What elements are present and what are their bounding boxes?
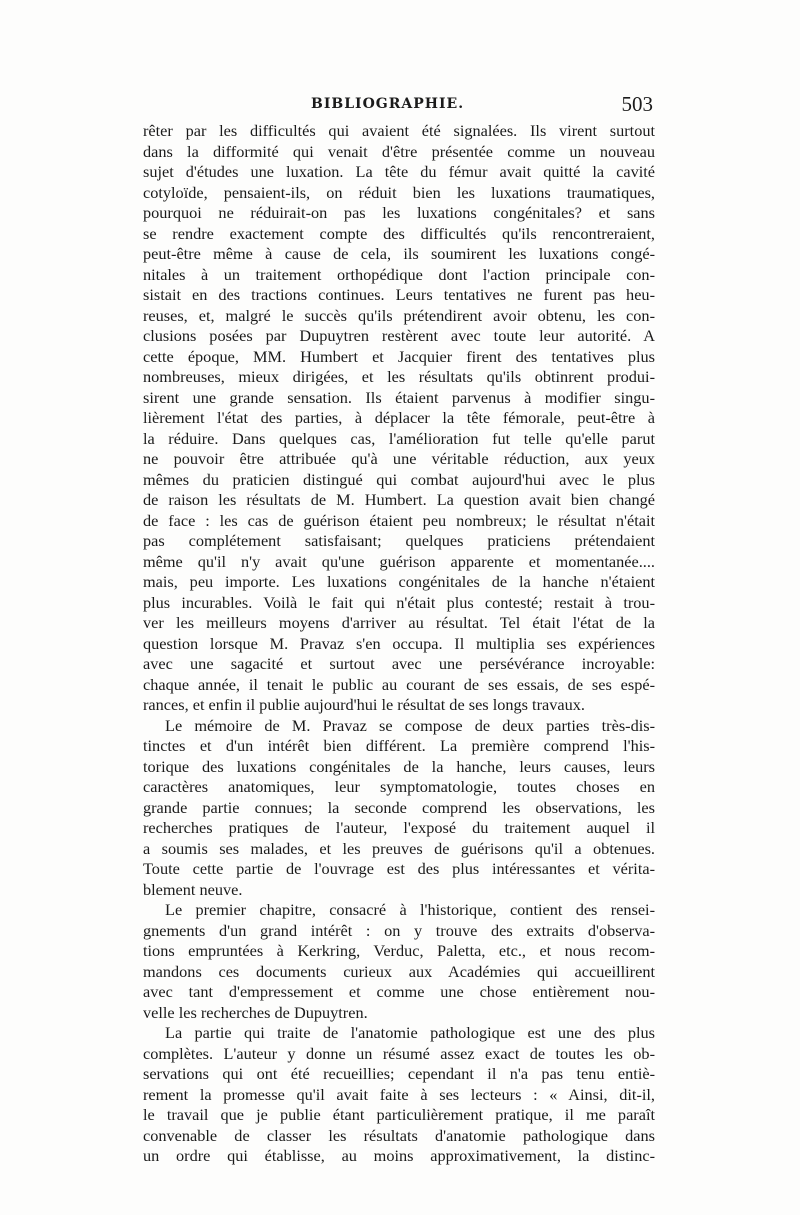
- paragraph: [143, 900, 655, 1023]
- text-line: grande partie connues; la seconde comprend les observations, les: [143, 797, 655, 817]
- text-line: caractères anatomiques, leur symptomatologie, toutes choses en: [143, 777, 655, 796]
- text-line: nombreuses, mieux dirigées, et les résultats qu'ils obtinrent produi-: [143, 367, 655, 386]
- text-line: recherches pratiques de l'auteur, l'exposé du traitement auquel il: [143, 818, 655, 837]
- text-line: blement neuve.: [143, 879, 243, 899]
- text-line: la réduire. Dans quelques cas, l'amélioration fut telle qu'elle parut: [143, 428, 655, 448]
- text-line: question lorsque M. Pravaz s'en occupa. Il multiplia ses expériences: [143, 633, 655, 653]
- text-line: pourquoi ne réduirait-on pas les luxations congénitales? et sans: [143, 203, 655, 222]
- text-line: de face : les cas de guérison étaient peu nombreux; le résultat n'était: [143, 510, 655, 530]
- text-line: Toute cette partie de l'ouvrage est des plus intéressantes et vérita-: [143, 859, 655, 878]
- page-header: [143, 92, 653, 120]
- text-line: ver les meilleurs moyens d'arriver au résultat. Tel était l'état de la: [143, 613, 655, 632]
- text-line: avec tant d'empressement et comme une chose entièrement nou-: [143, 982, 655, 1001]
- text-line: complètes. L'auteur y donne un résumé assez exact de toutes les ob-: [143, 1043, 655, 1063]
- page-number: 503: [621, 92, 653, 116]
- text-line: torique des luxations congénitales de la hanche, leurs causes, leurs: [143, 756, 655, 776]
- text-line: lièrement l'état des parties, à déplacer la tête fémorale, peut-être à: [143, 408, 655, 427]
- text-line: dans la difformité qui venait d'être présentée comme un nouveau: [143, 141, 655, 161]
- text-line: clusions posées par Dupuytren restèrent avec toute leur autorité. A: [143, 326, 655, 345]
- text-line: servations qui ont été recueillies; cependant il n'a pas tenu entiè-: [143, 1064, 655, 1083]
- text-line: rêter par les difficultés qui avaient été signalées. Ils virent surtout: [143, 121, 655, 140]
- text-line: cette époque, MM. Humbert et Jacquier firent des tentatives plus: [143, 346, 655, 366]
- text-line: sirent une grande sensation. Ils étaient parvenus à modifier singu-: [143, 387, 655, 407]
- text-line: convenable de classer les résultats d'anatomie pathologique dans: [143, 1125, 655, 1145]
- text-line: de raison les résultats de M. Humbert. La question avait bien changé: [143, 490, 655, 509]
- text-line: plus incurables. Voilà le fait qui n'était plus contesté; restait à trou-: [143, 592, 655, 612]
- text-line: un ordre qui établisse, au moins approximativement, la distinc-: [143, 1146, 655, 1165]
- text-line: peut-être même à cause de cela, ils soumirent les luxations congé-: [143, 244, 655, 263]
- text-line: avec une sagacité et surtout avec une persévérance incroyable:: [143, 654, 655, 673]
- running-head: BIBLIOGRAPHIE.: [311, 96, 465, 112]
- text-line: mêmes du praticien distingué qui combat aujourd'hui avec le plus: [143, 469, 655, 489]
- text-line: velle les recherches de Dupuytren.: [143, 1002, 368, 1022]
- text-line: sujet d'études une luxation. La tête du fémur avait quitté la cavité: [143, 162, 655, 181]
- text-line: Le mémoire de M. Pravaz se compose de deux parties très-dis-: [165, 715, 655, 735]
- text-line: mandons ces documents curieux aux Académies qui accueillirent: [143, 961, 655, 981]
- paragraph: [143, 1023, 655, 1167]
- text-line: sistait en des tractions continues. Leurs tentatives ne furent pas heu-: [143, 285, 655, 304]
- text-line: rances, et enfin il publie aujourd'hui le résultat de ses longs travaux.: [143, 695, 585, 714]
- text-line: chaque année, il tenait le public au courant de ses essais, de ses espé-: [143, 674, 655, 694]
- text-line: pas complétement satisfaisant; quelques praticiens prétendaient: [143, 531, 655, 550]
- text-line: nitales à un traitement orthopédique dont l'action principale con-: [143, 264, 655, 284]
- text-line: Le premier chapitre, consacré à l'historique, contient des rensei-: [165, 900, 655, 919]
- text-line: tions empruntées à Kerkring, Verduc, Paletta, etc., et nous recom-: [143, 941, 655, 960]
- text-line: ne pouvoir être attribuée qu'à une véritable réduction, aux yeux: [143, 449, 655, 468]
- text-line: cotyloïde, pensaient-ils, on réduit bien les luxations traumatiques,: [143, 182, 655, 202]
- body-text: [143, 121, 655, 1167]
- text-line: rement la promesse qu'il avait faite à ses lecteurs : « Ainsi, dit-il,: [143, 1084, 655, 1104]
- text-line: le travail que je publie étant particulièrement pratique, il me paraît: [143, 1105, 655, 1124]
- text-line: même qu'il n'y avait qu'une guérison apparente et momentanée....: [143, 551, 655, 571]
- text-line: reuses, et, malgré le succès qu'ils prétendirent avoir obtenu, les con-: [143, 305, 655, 325]
- text-line: tinctes et d'un intérêt bien différent. La première comprend l'his-: [143, 736, 655, 755]
- text-line: a soumis ses malades, et les preuves de guérisons qu'il a obtenues.: [143, 838, 655, 858]
- text-line: La partie qui traite de l'anatomie pathologique est une des plus: [165, 1023, 655, 1042]
- text-line: gnements d'un grand intérêt : on y trouve des extraits d'observa-: [143, 920, 655, 940]
- text-line: se rendre exactement compte des difficultés qu'ils rencontreraient,: [143, 223, 655, 243]
- paragraph: [143, 121, 655, 716]
- paragraph: [143, 716, 655, 901]
- text-line: mais, peu importe. Les luxations congénitales de la hanche n'étaient: [143, 572, 655, 591]
